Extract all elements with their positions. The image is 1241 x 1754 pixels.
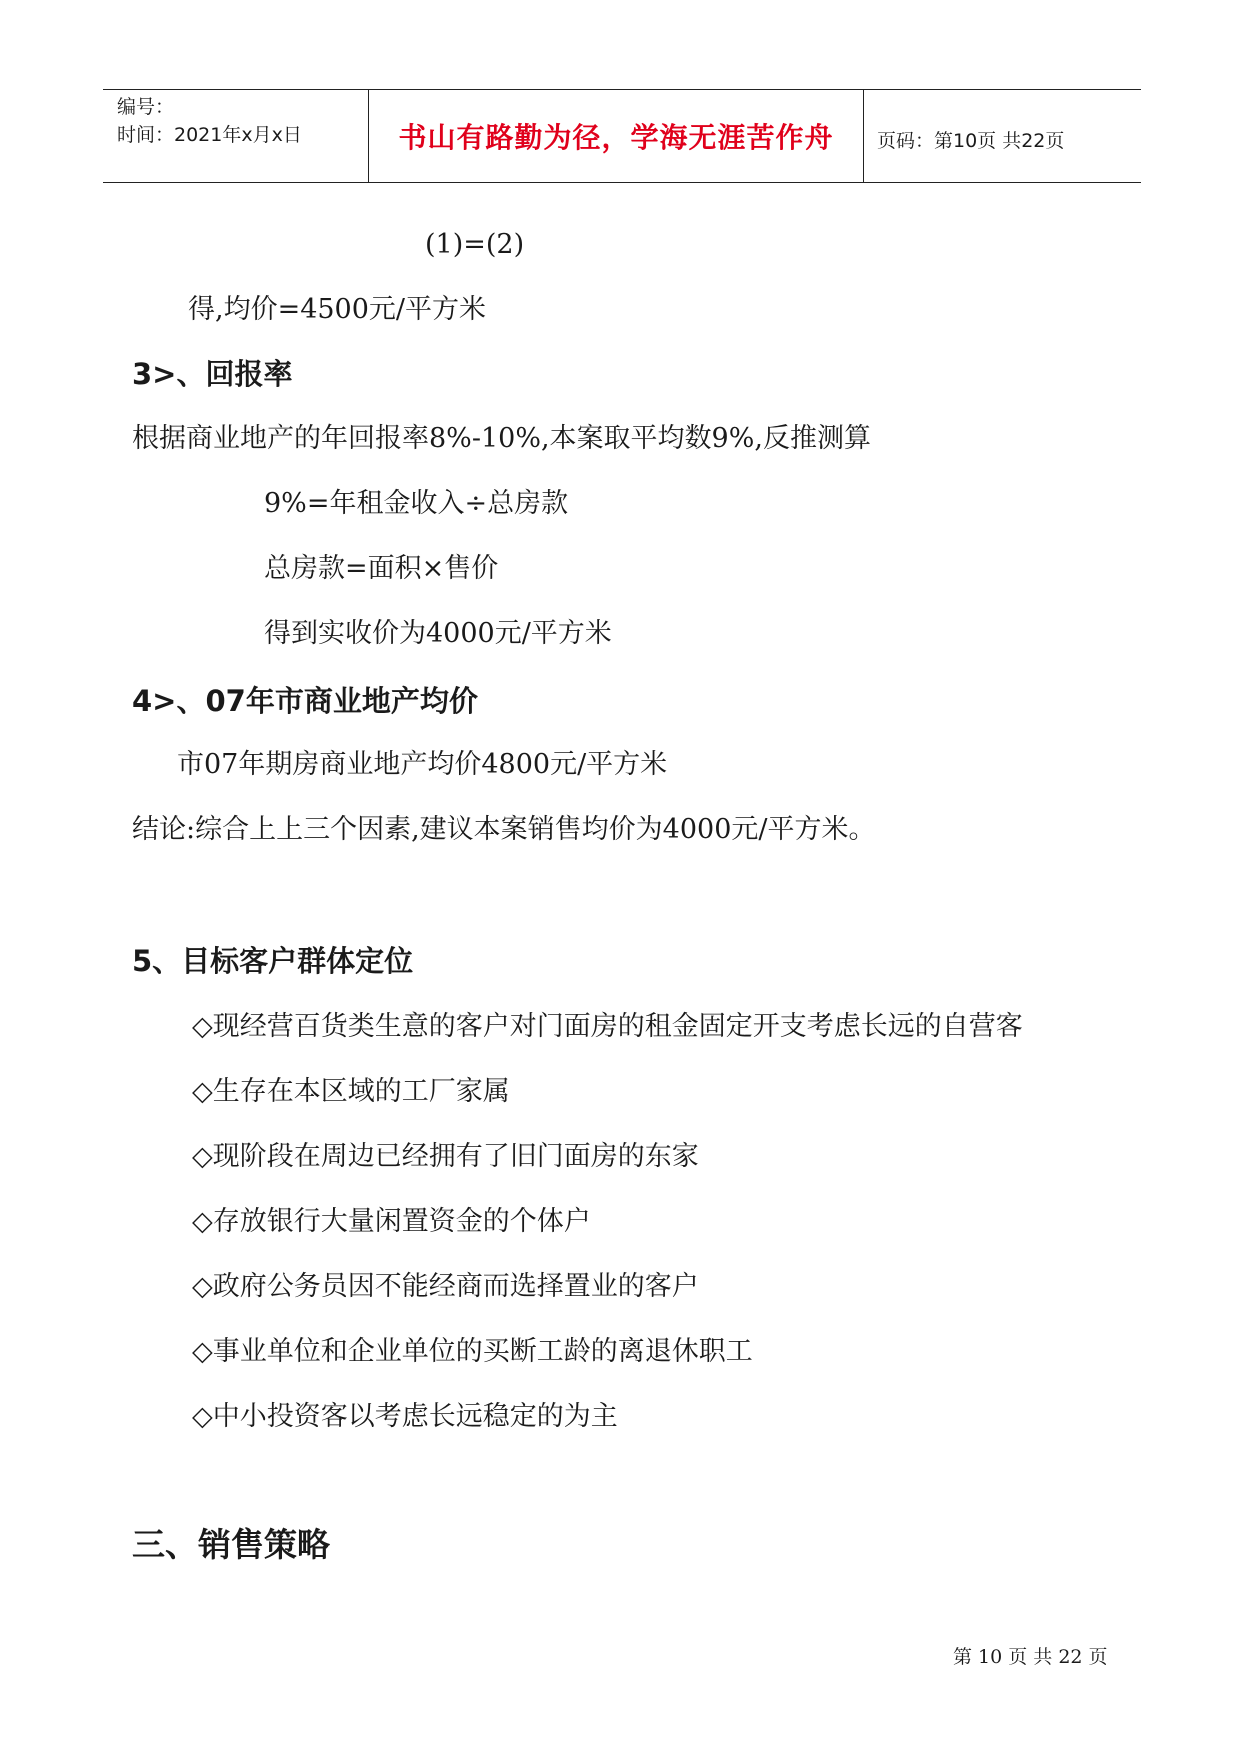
section4-paragraph: 市07年期房商业地产均价4800元/平方米 <box>177 749 668 780</box>
chapter3-heading: 三、销售策略 <box>132 1525 330 1564</box>
list-item: ◇现经营百货类生意的客户对门面房的租金固定开支考虑长远的自营客 <box>192 1011 1023 1042</box>
serial-number-label: 编号： <box>117 96 175 118</box>
time-label: 时间：2021年x月x日 <box>117 124 302 146</box>
list-item: ◇生存在本区域的工厂家属 <box>192 1076 510 1107</box>
section3-result: 得到实收价为4000元/平方米 <box>264 618 612 649</box>
section3-formula-2: 总房款=面积×售价 <box>264 553 499 584</box>
list-item: ◇政府公务员因不能经商而选择置业的客户 <box>192 1271 699 1302</box>
page-footer: 第 10 页 共 22 页 <box>953 1646 1108 1668</box>
section3-heading: 3>、回报率 <box>132 357 293 391</box>
header-motto: 书山有路勤为径，学海无涯苦作舟 <box>398 121 834 154</box>
header-left-cell <box>103 90 369 182</box>
section5-heading: 5、目标客户群体定位 <box>132 944 414 978</box>
formula-equation: (1)=(2) <box>425 229 525 260</box>
header-middle-cell <box>369 90 864 182</box>
list-item: ◇现阶段在周边已经拥有了旧门面房的东家 <box>192 1141 699 1172</box>
section3-formula-1: 9%=年租金收入÷总房款 <box>264 488 569 519</box>
list-item: ◇存放银行大量闲置资金的个体户 <box>192 1206 591 1237</box>
list-item: ◇事业单位和企业单位的买断工龄的离退休职工 <box>192 1336 753 1367</box>
section4-heading: 4>、07年市商业地产均价 <box>132 684 478 718</box>
header-page-code: 页码：第10页 共22页 <box>877 130 1065 152</box>
page-header <box>103 89 1141 183</box>
list-item: ◇中小投资客以考虑长远稳定的为主 <box>192 1401 618 1432</box>
average-price-result: 得,均价=4500元/平方米 <box>188 294 487 325</box>
header-right-cell <box>864 90 1141 182</box>
section3-paragraph: 根据商业地产的年回报率8%-10%,本案取平均数9%,反推测算 <box>132 423 871 454</box>
conclusion-text: 结论:综合上上三个因素,建议本案销售均价为4000元/平方米。 <box>132 814 876 845</box>
